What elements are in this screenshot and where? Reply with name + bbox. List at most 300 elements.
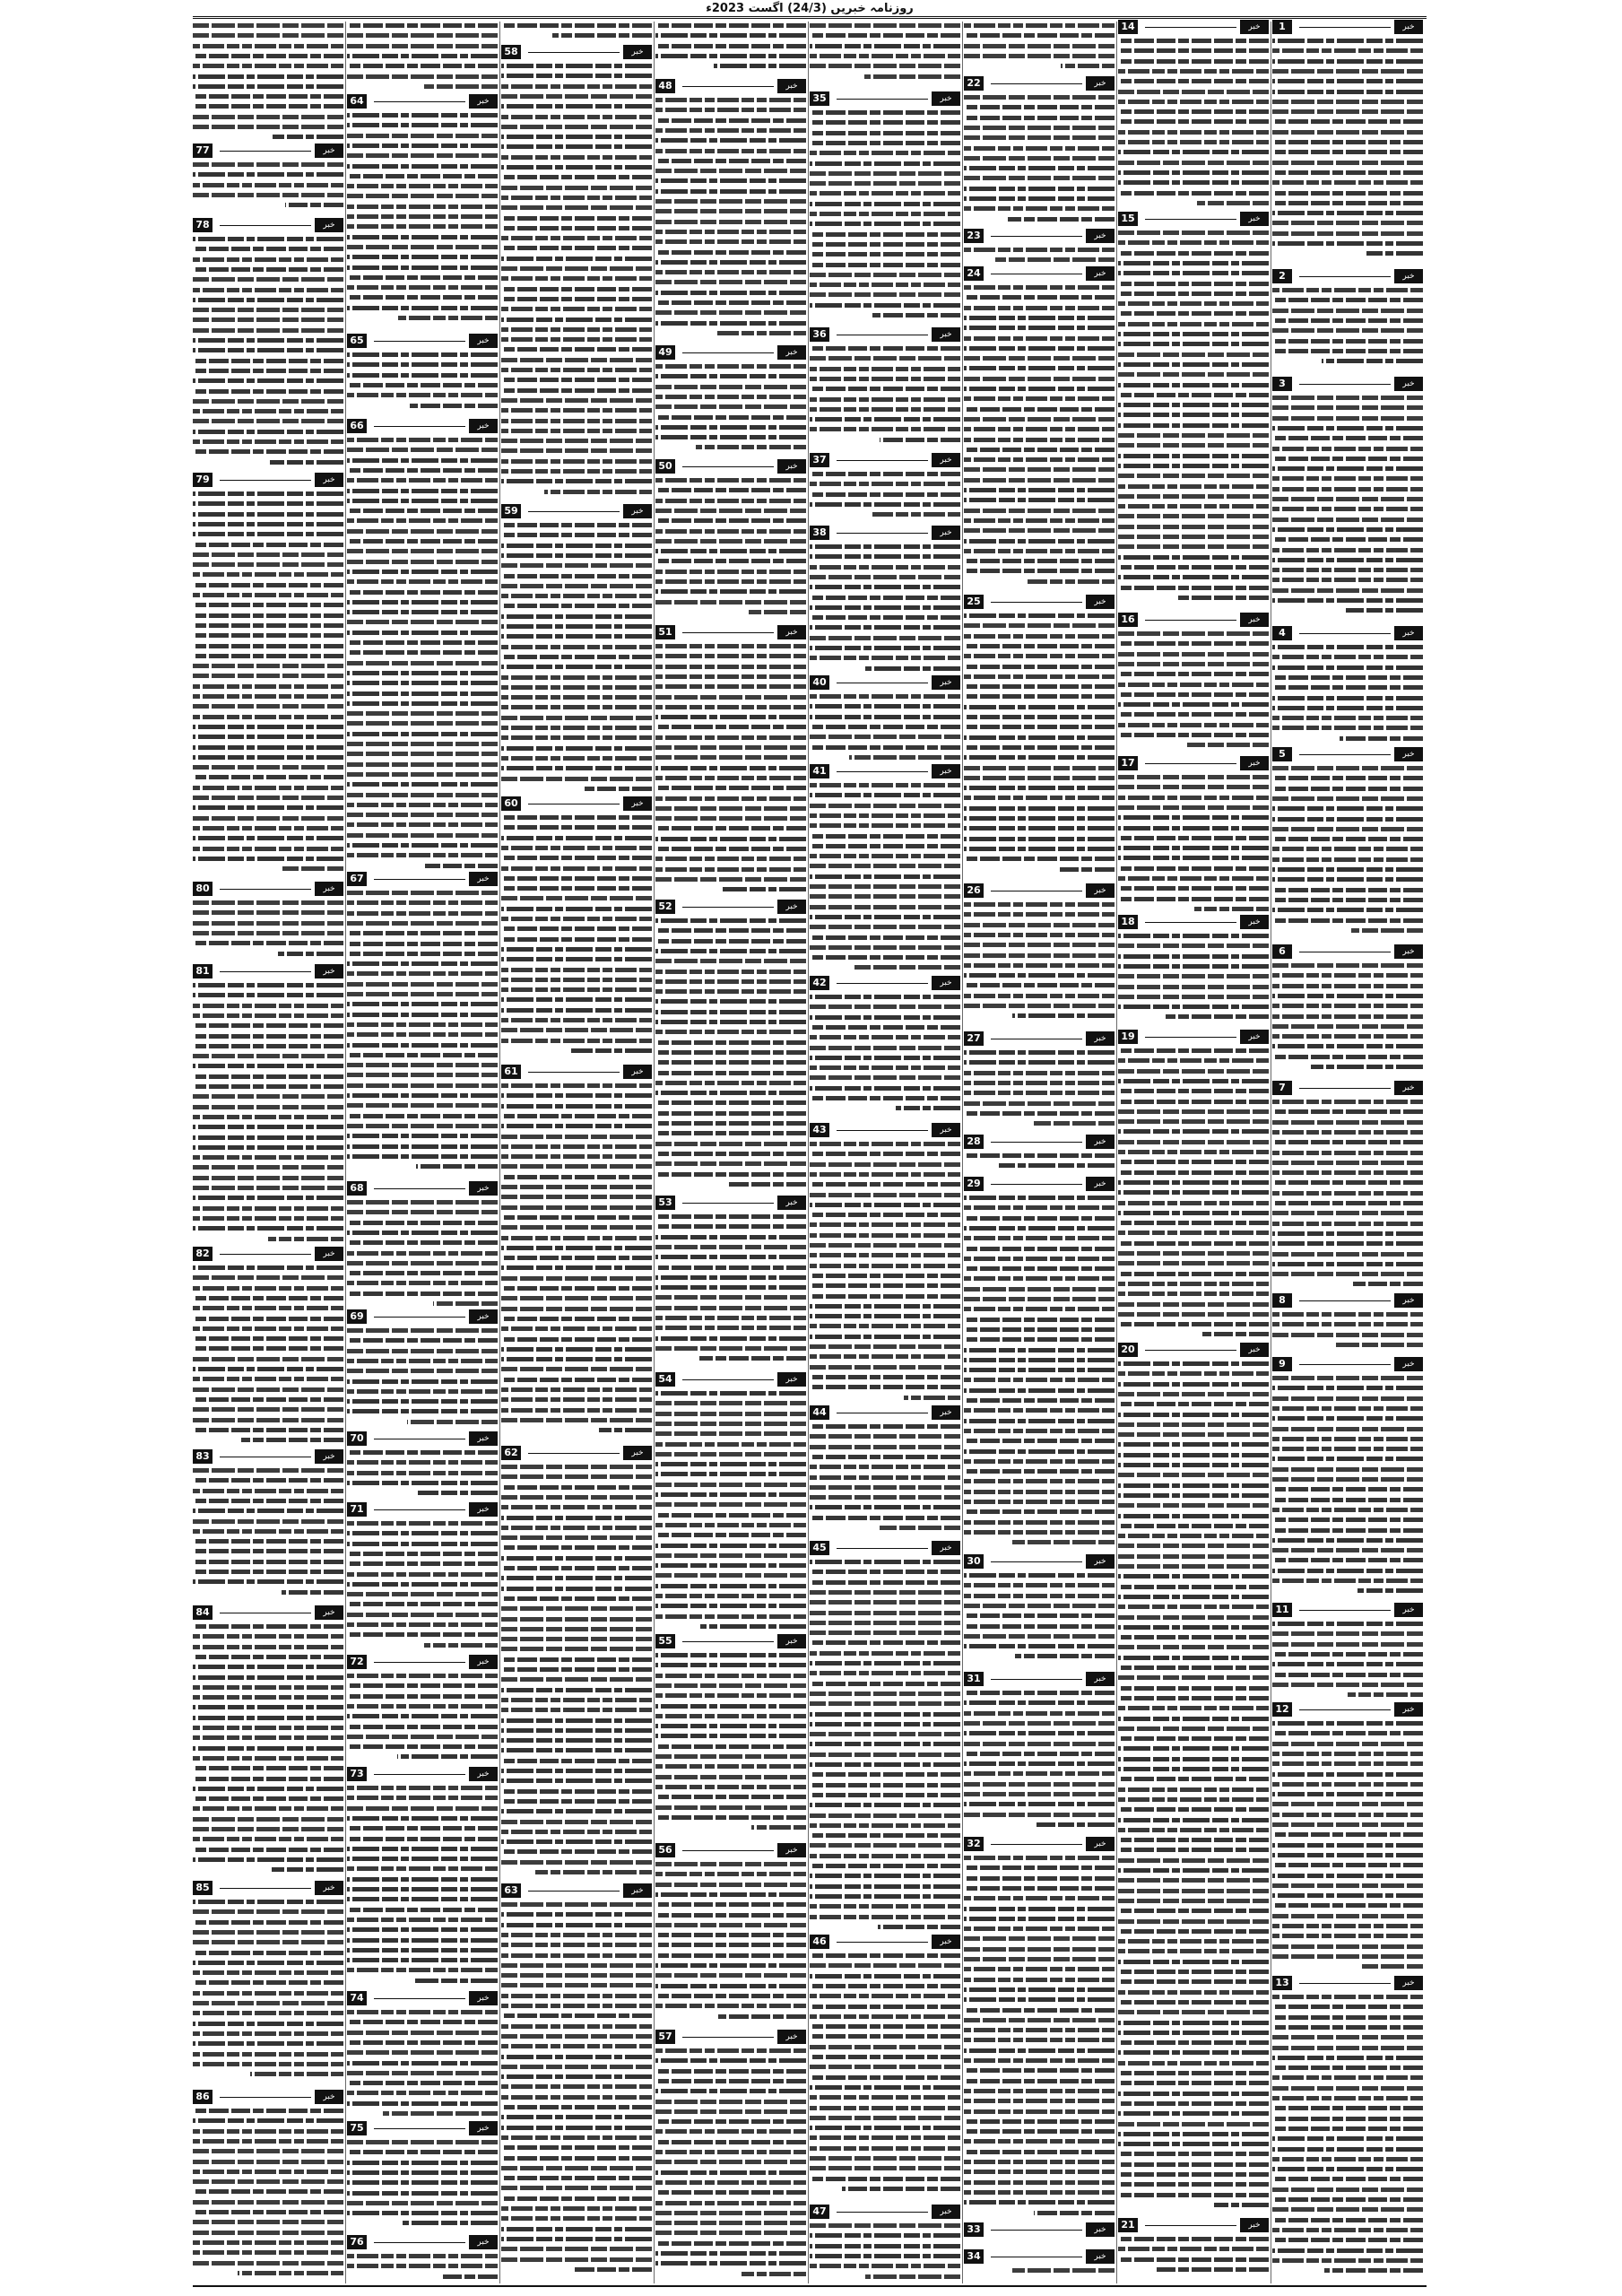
item-header (655, 459, 806, 474)
text-line (501, 1357, 652, 1361)
text-line (501, 1698, 652, 1702)
text-line (501, 1759, 652, 1763)
text-line (347, 74, 498, 79)
text-line (347, 1349, 498, 1353)
text-line (729, 1182, 806, 1187)
text-line (810, 2166, 960, 2170)
text-line (655, 579, 806, 584)
text-line (810, 834, 960, 839)
text-line (655, 2221, 806, 2225)
text-line (1272, 918, 1423, 923)
text-line (964, 116, 1115, 120)
text-line (655, 169, 806, 173)
text-line (501, 1617, 652, 1622)
text-line (964, 745, 1115, 750)
text-line (810, 1365, 960, 1370)
text-line (964, 705, 1115, 709)
text-line (193, 378, 343, 383)
text-line (501, 419, 652, 423)
text-line (347, 153, 498, 158)
text-line (904, 1396, 960, 1400)
text-line (1272, 1662, 1423, 1666)
text-line (655, 260, 806, 265)
text-line (655, 230, 806, 234)
text-line (810, 2177, 960, 2181)
text-line (810, 273, 960, 277)
text-line (1272, 466, 1423, 471)
item-tag: خبر (932, 2205, 960, 2219)
item-header (1272, 747, 1423, 761)
text-line (842, 2187, 960, 2191)
text-line (501, 645, 652, 649)
text-line (501, 1799, 652, 1804)
text-line (964, 1530, 1115, 1535)
text-line (810, 823, 960, 828)
text-line (501, 1347, 652, 1352)
text-line (501, 1083, 652, 1088)
text-line (347, 813, 498, 817)
text-line (347, 942, 498, 946)
text-line (501, 1933, 652, 1937)
text-line (1118, 1422, 1269, 1427)
text-line (347, 891, 498, 895)
text-line (655, 715, 806, 719)
text-line (655, 1346, 806, 1351)
item-number: 80 (193, 882, 213, 896)
text-line (1272, 877, 1423, 882)
text-line (501, 1474, 652, 1479)
text-line (655, 2160, 806, 2164)
item-header-rule (1299, 384, 1391, 385)
text-line (655, 1020, 806, 1024)
item-tag: خبر (1394, 1702, 1423, 1717)
text-line (501, 1164, 652, 1169)
text-line (810, 554, 960, 559)
text-line (1272, 568, 1423, 572)
text-line (193, 1705, 343, 1709)
text-line (1272, 507, 1423, 511)
text-line (193, 1549, 343, 1553)
item-tag: خبر (1240, 20, 1269, 34)
text-line (1118, 423, 1269, 428)
text-line (501, 846, 652, 850)
text-line (655, 1483, 806, 1487)
text-line (193, 419, 343, 423)
item-tag: خبر (1394, 944, 1423, 959)
text-line (1272, 1813, 1423, 1817)
text-line (501, 2074, 652, 2079)
text-line (193, 715, 343, 719)
text-line (501, 726, 652, 730)
text-line (501, 695, 652, 700)
text-line (1272, 1731, 1423, 1735)
item-header-rule (1145, 1037, 1236, 1038)
item-number: 81 (193, 964, 213, 978)
text-line (1118, 1150, 1269, 1154)
text-line (810, 397, 960, 402)
text-line (347, 2020, 498, 2024)
item-header-rule (1299, 1088, 1391, 1089)
text-line (810, 232, 960, 237)
text-line (810, 1854, 960, 1858)
text-line (347, 600, 498, 604)
text-line (1272, 69, 1423, 74)
text-line (193, 1064, 343, 1068)
text-line (964, 1226, 1115, 1231)
text-line (810, 212, 960, 216)
item-header-rule (1145, 2225, 1236, 2226)
text-line (193, 267, 343, 272)
item-header (501, 45, 652, 59)
masthead-title: روزنامہ خبریں (24/3) اگست 2023ء (706, 2, 914, 15)
item-header (347, 1767, 498, 1781)
text-line (655, 539, 806, 544)
text-line (1311, 1065, 1423, 1069)
item-header-rule (1299, 1300, 1391, 1301)
text-line (964, 1408, 1115, 1413)
text-line (193, 288, 343, 292)
text-line (1194, 907, 1269, 911)
item-tag: خبر (1394, 377, 1423, 391)
text-line (193, 684, 343, 689)
text-line (193, 298, 343, 302)
text-line (1118, 352, 1269, 357)
text-line (347, 721, 498, 726)
item-tag: خبر (1086, 76, 1115, 91)
item-number: 76 (347, 2235, 367, 2249)
item-tag: خبر (777, 625, 806, 639)
text-line (347, 255, 498, 259)
text-line (193, 430, 343, 434)
text-line (1272, 2025, 1423, 2030)
text-line (1118, 805, 1269, 810)
item-header (347, 419, 498, 433)
text-line (810, 482, 960, 486)
item-header-rule (220, 1888, 311, 1889)
text-line (655, 2004, 806, 2008)
item-number: 24 (964, 266, 984, 281)
text-line (1118, 1979, 1269, 1984)
item-tag: خبر (315, 1881, 343, 1895)
text-line (1118, 1069, 1269, 1074)
text-line (964, 755, 1115, 760)
text-line (347, 23, 498, 28)
column-rule (962, 22, 963, 2283)
text-line (1272, 2167, 1423, 2171)
text-line (501, 84, 652, 89)
text-line (193, 644, 343, 648)
text-line (964, 2129, 1115, 2134)
text-line (1272, 1191, 1423, 1196)
item-tag: خبر (1086, 1177, 1115, 1191)
text-line (193, 1756, 343, 1761)
text-line (810, 1182, 960, 1187)
text-line (1272, 1406, 1423, 1411)
text-line (1118, 1140, 1269, 1144)
column-rule (1116, 22, 1117, 2283)
text-line (501, 1637, 652, 1641)
text-line (501, 1627, 652, 1631)
text-line (699, 1356, 806, 1361)
text-line (1118, 1686, 1269, 1691)
text-line (1272, 776, 1423, 780)
item-header-rule (1299, 1983, 1391, 1984)
text-line (347, 1271, 498, 1275)
text-line (964, 1509, 1115, 1514)
text-line (1118, 954, 1269, 959)
text-line (1118, 90, 1269, 94)
text-line (964, 2079, 1115, 2083)
item-tag: خبر (777, 1372, 806, 1387)
item-header (501, 504, 652, 518)
text-line (1272, 847, 1423, 851)
text-line (193, 115, 343, 119)
text-line (193, 857, 343, 861)
text-line (655, 989, 806, 994)
text-line (571, 1048, 652, 1053)
text-line (810, 1475, 960, 1480)
text-line (810, 191, 960, 196)
text-line (1118, 1838, 1269, 1842)
text-line (964, 448, 1115, 452)
text-line (1118, 1717, 1269, 1721)
text-line (1015, 1654, 1115, 1658)
text-line (347, 448, 498, 452)
text-line (501, 2055, 652, 2059)
text-line (964, 725, 1115, 729)
text-line (810, 585, 960, 589)
text-line (655, 796, 806, 801)
text-line (655, 786, 806, 790)
text-line (347, 1338, 498, 1343)
text-line (1272, 1622, 1423, 1626)
text-line (1118, 1109, 1269, 1114)
text-line (501, 2206, 652, 2211)
text-line (964, 1926, 1115, 1931)
text-line (655, 1172, 806, 1177)
item-header (1272, 1357, 1423, 1371)
text-line (1272, 288, 1423, 292)
text-line (1175, 596, 1269, 600)
text-line (501, 1667, 652, 1672)
text-line (1272, 1447, 1423, 1451)
item-header (1272, 377, 1423, 391)
text-line (810, 704, 960, 709)
text-line (810, 735, 960, 739)
text-line (1118, 662, 1269, 666)
text-line (964, 1866, 1115, 1870)
text-line (501, 604, 652, 608)
text-line (964, 1257, 1115, 1261)
text-line (655, 1734, 806, 1738)
text-line (810, 1424, 960, 1429)
text-line (501, 2115, 652, 2119)
text-line (1118, 130, 1269, 135)
text-line (964, 1583, 1115, 1587)
text-line (655, 1161, 806, 1166)
text-line (964, 1368, 1115, 1372)
text-line (810, 1974, 960, 1979)
text-line (1272, 436, 1423, 440)
text-line (964, 166, 1115, 170)
item-number: 37 (810, 453, 829, 467)
text-line (964, 44, 1115, 48)
text-line (193, 1145, 343, 1150)
text-line (1118, 1868, 1269, 1873)
item-number: 30 (964, 1554, 984, 1569)
item-number: 55 (655, 1634, 675, 1648)
item-header (347, 1431, 498, 1446)
text-line (1118, 2000, 1269, 2005)
text-line (810, 804, 960, 808)
text-line (964, 1337, 1115, 1342)
text-line (501, 175, 652, 179)
text-line (1118, 733, 1269, 737)
text-line (193, 572, 343, 577)
text-line (1118, 2031, 1269, 2035)
text-line (1118, 826, 1269, 831)
item-tag: خبر (1086, 1837, 1115, 1851)
text-line (964, 1782, 1115, 1787)
text-line (1118, 1574, 1269, 1578)
text-line (347, 2040, 498, 2045)
text-line (810, 656, 960, 660)
text-line (501, 2257, 652, 2262)
text-line (193, 1105, 343, 1109)
text-line (810, 1253, 960, 1257)
text-line (1348, 1692, 1423, 1697)
text-line (1272, 1883, 1423, 1888)
text-line (849, 755, 960, 760)
text-line (501, 1367, 652, 1371)
text-line (347, 650, 498, 655)
text-line (810, 854, 960, 858)
text-line (1118, 2122, 1269, 2126)
text-line (810, 472, 960, 476)
text-line (193, 2240, 343, 2245)
text-line (1272, 1044, 1423, 1048)
text-line (415, 1979, 498, 1983)
text-line (501, 276, 652, 281)
text-line (193, 1275, 343, 1280)
text-line (1118, 1282, 1269, 1286)
text-line (501, 1256, 652, 1260)
text-line (347, 671, 498, 675)
text-line (655, 1224, 806, 1229)
text-line (964, 1967, 1115, 1971)
item-header (964, 229, 1115, 243)
item-number: 53 (655, 1196, 675, 1210)
text-line (1118, 443, 1269, 448)
text-line (655, 1653, 806, 1657)
text-line (501, 429, 652, 433)
item-header (193, 1449, 343, 1464)
text-line (1272, 140, 1423, 144)
text-line (1272, 1893, 1423, 1898)
text-line (810, 2116, 960, 2120)
text-line (964, 156, 1115, 161)
text-line (501, 226, 652, 230)
text-line (810, 1335, 960, 1339)
text-line (193, 1397, 343, 1402)
text-line (193, 104, 343, 109)
text-line (872, 313, 960, 317)
text-line (347, 1602, 498, 1606)
text-line (501, 2156, 652, 2161)
text-line (501, 1495, 652, 1500)
text-line (1272, 1180, 1423, 1185)
item-tag: خبر (1394, 1976, 1423, 1990)
item-tag: خبر (1240, 1343, 1269, 1357)
item-number: 85 (193, 1881, 213, 1895)
text-line (347, 1460, 498, 1465)
text-line (501, 2004, 652, 2008)
text-line (501, 866, 652, 871)
text-line (655, 1604, 806, 1608)
text-line (501, 1748, 652, 1752)
text-line (655, 1862, 806, 1866)
text-line (407, 1420, 498, 1424)
text-line (1272, 1262, 1423, 1266)
text-line (501, 1556, 652, 1561)
text-line (193, 805, 343, 810)
text-line (1118, 1757, 1269, 1761)
text-line (347, 1231, 498, 1235)
text-line (347, 1572, 498, 1577)
text-line (501, 2044, 652, 2048)
text-line (810, 1065, 960, 1070)
item-number: 64 (347, 94, 367, 109)
text-line (810, 1963, 960, 1968)
text-line (1118, 1221, 1269, 1225)
text-line (1272, 318, 1423, 323)
text-line (501, 408, 652, 413)
item-number: 44 (810, 1405, 829, 1420)
text-line (1272, 1548, 1423, 1552)
item-number: 1 (1272, 20, 1292, 34)
text-line (501, 287, 652, 291)
text-line (347, 1816, 498, 1821)
text-line (655, 1214, 806, 1219)
text-line (1272, 1312, 1423, 1317)
text-line (1118, 170, 1269, 175)
text-line (1118, 342, 1269, 346)
text-line (655, 1764, 806, 1769)
text-line (501, 1337, 652, 1342)
text-line (1272, 726, 1423, 730)
text-line (810, 356, 960, 361)
text-line (347, 2071, 498, 2075)
text-line (810, 915, 960, 919)
text-line (1118, 1272, 1269, 1276)
text-line (501, 1276, 652, 1281)
text-line (655, 1963, 806, 1968)
item-header (655, 79, 806, 93)
text-line (810, 2055, 960, 2059)
text-line (810, 292, 960, 297)
text-line (1272, 48, 1423, 53)
item-header-rule (837, 533, 928, 534)
text-line (1272, 79, 1423, 83)
text-line (964, 1520, 1115, 1525)
text-line (1118, 683, 1269, 687)
text-line (964, 796, 1115, 800)
item-header-rule (682, 466, 774, 467)
text-line (964, 2119, 1115, 2124)
item-header-rule (1145, 27, 1236, 28)
item-header (193, 1247, 343, 1261)
text-line (655, 1724, 806, 1728)
